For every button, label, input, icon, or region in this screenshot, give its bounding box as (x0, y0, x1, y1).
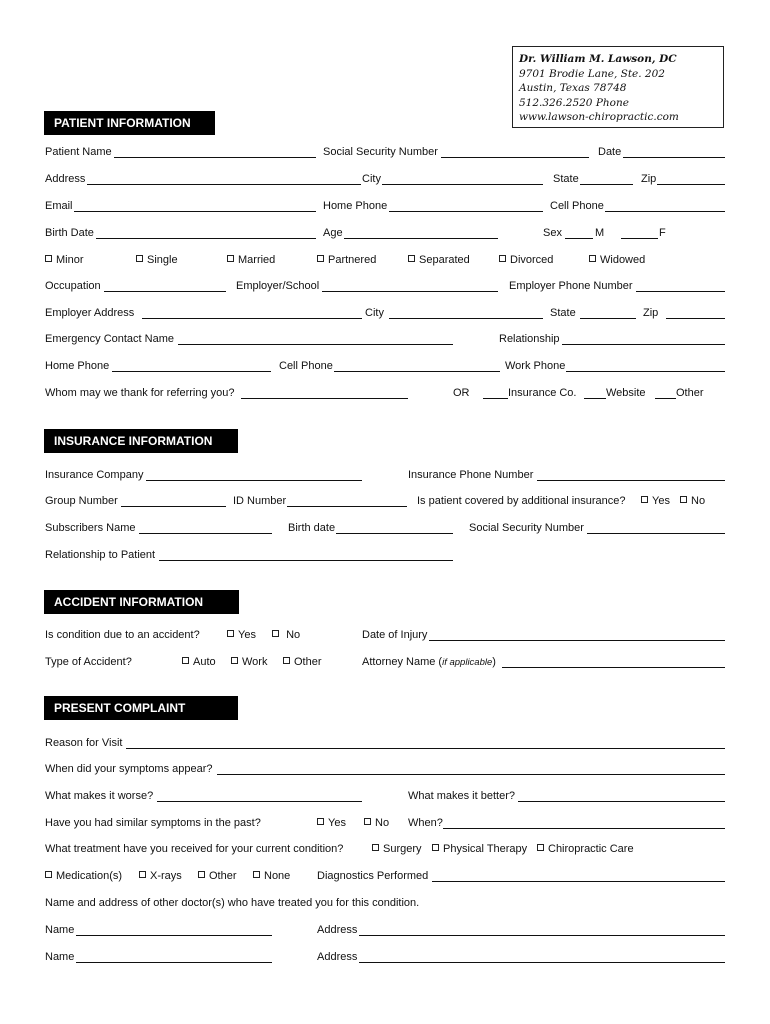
birth-date-field[interactable] (96, 238, 316, 239)
checkbox-icon (283, 657, 290, 664)
referral-website-label: Website (606, 387, 646, 399)
similar-when-label: When? (408, 817, 443, 829)
checkbox-icon (641, 496, 648, 503)
checkbox-icon (537, 844, 544, 851)
referral-other-blank[interactable] (655, 398, 676, 399)
doctor-info-box (512, 46, 724, 128)
marital-separated-label: Separated (419, 254, 470, 266)
relationship-field[interactable] (562, 344, 725, 345)
id-number-field[interactable] (287, 506, 407, 507)
checkbox-icon (45, 255, 52, 262)
treatment-label: What treatment have you received for your current condition? (45, 843, 344, 855)
employer-address-label: Employer Address (45, 307, 135, 319)
insurance-phone-field[interactable] (537, 480, 725, 481)
sex-m-label: M (595, 227, 605, 239)
work-phone-label: Work Phone (505, 360, 566, 372)
accident-other-checkbox[interactable] (283, 656, 322, 668)
marital-minor-label: Minor (56, 254, 84, 266)
zip-label: Zip (641, 173, 657, 185)
accident-other-label: Other (294, 656, 322, 668)
treatment-pt-checkbox[interactable] (432, 843, 527, 855)
doctor1-name-label: Name (45, 924, 75, 936)
emergency-cell-phone-field[interactable] (334, 371, 500, 372)
accident-auto-checkbox[interactable] (182, 656, 216, 668)
insurance-phone-label: Insurance Phone Number (408, 469, 534, 481)
attorney-close-paren: ) (492, 656, 496, 668)
referral-label: Whom may we thank for referring you? (45, 387, 235, 399)
checkbox-icon (45, 871, 52, 878)
relationship-to-patient-label: Relationship to Patient (45, 549, 156, 561)
checkbox-icon (408, 255, 415, 262)
doctor2-address-field[interactable] (359, 962, 725, 963)
checkbox-icon (272, 630, 279, 637)
referral-insurance-blank[interactable] (483, 398, 508, 399)
cell-phone-label: Cell Phone (550, 200, 604, 212)
symptoms-appear-field[interactable] (217, 774, 725, 775)
marital-separated-checkbox[interactable] (408, 254, 470, 266)
employer-school-field[interactable] (322, 291, 498, 292)
insurance-company-field[interactable] (146, 480, 362, 481)
similar-when-field[interactable] (443, 828, 725, 829)
treatment-other-label: Other (209, 870, 237, 882)
attorney-name-text: Attorney Name ( (362, 656, 443, 668)
emergency-contact-field[interactable] (178, 344, 453, 345)
treatment-medication-label: Medication(s) (56, 870, 123, 882)
checkbox-icon (364, 818, 371, 825)
doctor-website: www.lawson-chiropractic.com (519, 111, 679, 123)
checkbox-icon (589, 255, 596, 262)
group-number-label: Group Number (45, 495, 118, 507)
email-field[interactable] (74, 211, 316, 212)
accident-auto-label: Auto (193, 656, 216, 668)
sex-f-field[interactable] (621, 238, 658, 239)
ssn-label: Social Security Number (323, 146, 438, 158)
present-complaint-header: PRESENT COMPLAINT (44, 696, 238, 720)
accident-work-label: Work (242, 656, 268, 668)
employer-state-field[interactable] (580, 318, 636, 319)
age-label: Age (323, 227, 343, 239)
treatment-chiro-checkbox[interactable] (537, 843, 634, 855)
emergency-cell-phone-label: Cell Phone (279, 360, 333, 372)
city-label: City (362, 173, 381, 185)
accident-yes-checkbox[interactable] (227, 629, 256, 641)
subscriber-birth-date-label: Birth date (288, 522, 336, 534)
date-label: Date (598, 146, 622, 158)
attorney-name-label (362, 656, 496, 668)
additional-insurance-no-checkbox[interactable] (680, 495, 705, 507)
marital-minor-checkbox[interactable] (45, 254, 84, 266)
reason-for-visit-label: Reason for Visit (45, 737, 123, 749)
doctor1-name-field[interactable] (76, 935, 272, 936)
checkbox-icon (317, 818, 324, 825)
checkbox-icon (499, 255, 506, 262)
checkbox-icon (227, 630, 234, 637)
treatment-other-checkbox[interactable] (198, 870, 237, 882)
emergency-home-phone-label: Home Phone (45, 360, 110, 372)
checkbox-icon (182, 657, 189, 664)
similar-symptoms-label: Have you had similar symptoms in the past? (45, 817, 261, 829)
referral-other-label: Other (676, 387, 704, 399)
marital-single-checkbox[interactable] (136, 254, 178, 266)
doctor1-address-label: Address (317, 924, 358, 936)
marital-married-checkbox[interactable] (227, 254, 275, 266)
referral-or-label: OR (453, 387, 470, 399)
treatment-surgery-label: Surgery (383, 843, 422, 855)
patient-name-field[interactable] (114, 157, 316, 158)
checkbox-icon (432, 844, 439, 851)
symptoms-appear-label: When did your symptoms appear? (45, 763, 213, 775)
home-phone-label: Home Phone (323, 200, 388, 212)
doctor2-address-label: Address (317, 951, 358, 963)
subscriber-name-label: Subscribers Name (45, 522, 136, 534)
employer-phone-field[interactable] (636, 291, 725, 292)
group-number-field[interactable] (121, 506, 226, 507)
accident-question-label: Is condition due to an accident? (45, 629, 200, 641)
home-phone-field[interactable] (389, 211, 543, 212)
patient-information-header: PATIENT INFORMATION (44, 111, 215, 135)
referral-insurance-label: Insurance Co. (508, 387, 577, 399)
doctor1-address-field[interactable] (359, 935, 725, 936)
subscriber-birth-date-field[interactable] (336, 533, 453, 534)
additional-insurance-label: Is patient covered by additional insurance? (417, 495, 626, 507)
occupation-label: Occupation (45, 280, 101, 292)
employer-state-label: State (550, 307, 576, 319)
doctor-name: Dr. William M. Lawson, DC (519, 53, 677, 65)
accident-information-header: ACCIDENT INFORMATION (44, 590, 239, 614)
treatment-chiro-label: Chiropractic Care (548, 843, 634, 855)
city-field[interactable] (382, 184, 543, 185)
relationship-to-patient-field[interactable] (159, 560, 453, 561)
doctor-address-line2: Austin, Texas 78748 (519, 82, 627, 94)
marital-widowed-checkbox[interactable] (589, 254, 645, 266)
treatment-none-label: None (264, 870, 291, 882)
occupation-field[interactable] (104, 291, 226, 292)
checkbox-icon (139, 871, 146, 878)
doctor-phone: 512.326.2520 Phone (519, 96, 629, 109)
other-doctors-label: Name and address of other doctor(s) who have treated you for this condition. (45, 897, 420, 909)
insurance-company-label: Insurance Company (45, 469, 144, 481)
marital-widowed-label: Widowed (600, 254, 646, 266)
marital-divorced-label: Divorced (510, 254, 554, 266)
diagnostics-field[interactable] (432, 881, 725, 882)
state-field[interactable] (580, 184, 633, 185)
marital-divorced-checkbox[interactable] (499, 254, 553, 266)
date-of-injury-label: Date of Injury (362, 629, 428, 641)
employer-school-label: Employer/School (236, 280, 320, 292)
accident-work-checkbox[interactable] (231, 656, 267, 668)
patient-name-label: Patient Name (45, 146, 112, 158)
work-phone-field[interactable] (566, 371, 725, 372)
checkbox-icon (231, 657, 238, 664)
checkbox-icon (198, 871, 205, 878)
sex-f-label: F (659, 227, 666, 239)
treatment-medication-checkbox[interactable] (45, 870, 122, 882)
checkbox-icon (317, 255, 324, 262)
relationship-label: Relationship (499, 333, 560, 345)
treatment-xrays-checkbox[interactable] (139, 870, 182, 882)
cell-phone-field[interactable] (605, 211, 725, 212)
doctor2-name-label: Name (45, 951, 75, 963)
subscriber-name-field[interactable] (139, 533, 272, 534)
checkbox-icon (227, 255, 234, 262)
ssn-field[interactable] (441, 157, 589, 158)
subscriber-ssn-field[interactable] (587, 533, 725, 534)
state-label: State (553, 173, 579, 185)
treatment-none-checkbox[interactable] (253, 870, 290, 882)
employer-phone-label: Employer Phone Number (509, 280, 633, 292)
marital-partnered-label: Partnered (328, 254, 377, 266)
referral-website-blank[interactable] (584, 398, 606, 399)
birth-date-label: Birth Date (45, 227, 94, 239)
emergency-contact-label: Emergency Contact Name (45, 333, 174, 345)
similar-no-label: No (375, 817, 390, 829)
marital-married-label: Married (238, 254, 276, 266)
employer-address-field[interactable] (142, 318, 362, 319)
attorney-name-field[interactable] (502, 667, 725, 668)
additional-insurance-yes-label: Yes (652, 495, 670, 507)
checkbox-icon (372, 844, 379, 851)
insurance-information-header: INSURANCE INFORMATION (44, 429, 238, 453)
checkbox-icon (253, 871, 260, 878)
similar-yes-label: Yes (328, 817, 346, 829)
treatment-xrays-label: X-rays (150, 870, 182, 882)
treatment-surgery-checkbox[interactable] (372, 843, 422, 855)
checkbox-icon (680, 496, 687, 503)
id-number-label: ID Number (233, 495, 287, 507)
sex-m-field[interactable] (565, 238, 593, 239)
checkbox-icon (136, 255, 143, 262)
similar-no-checkbox[interactable] (364, 817, 389, 829)
doctor-address-line1: 9701 Brodie Lane, Ste. 202 (519, 67, 665, 80)
accident-no-label: No (286, 629, 301, 641)
age-field[interactable] (344, 238, 498, 239)
makes-worse-field[interactable] (157, 801, 362, 802)
emergency-home-phone-field[interactable] (112, 371, 271, 372)
zip-field[interactable] (657, 184, 725, 185)
makes-better-field[interactable] (518, 801, 725, 802)
makes-better-label: What makes it better? (408, 790, 515, 802)
additional-insurance-no-label: No (691, 495, 706, 507)
address-field[interactable] (87, 184, 361, 185)
treatment-pt-label: Physical Therapy (443, 843, 528, 855)
accident-yes-label: Yes (238, 629, 256, 641)
diagnostics-label: Diagnostics Performed (317, 870, 429, 882)
date-of-injury-field[interactable] (429, 640, 725, 641)
accident-type-label: Type of Accident? (45, 656, 132, 668)
date-field[interactable] (623, 157, 725, 158)
address-label: Address (45, 173, 86, 185)
doctor2-name-field[interactable] (76, 962, 272, 963)
attorney-if-applicable-text: if applicable (442, 657, 493, 668)
employer-zip-label: Zip (643, 307, 659, 319)
marital-partnered-checkbox[interactable] (317, 254, 376, 266)
referral-field[interactable] (241, 398, 408, 399)
additional-insurance-yes-checkbox[interactable] (641, 495, 670, 507)
employer-city-label: City (365, 307, 384, 319)
reason-for-visit-field[interactable] (126, 748, 725, 749)
sex-label: Sex (543, 227, 562, 239)
employer-city-field[interactable] (389, 318, 543, 319)
subscriber-ssn-label: Social Security Number (469, 522, 584, 534)
email-label: Email (45, 200, 73, 212)
employer-zip-field[interactable] (666, 318, 725, 319)
accident-no-checkbox[interactable] (272, 629, 300, 641)
similar-yes-checkbox[interactable] (317, 817, 346, 829)
marital-single-label: Single (147, 254, 178, 266)
makes-worse-label: What makes it worse? (45, 790, 154, 802)
